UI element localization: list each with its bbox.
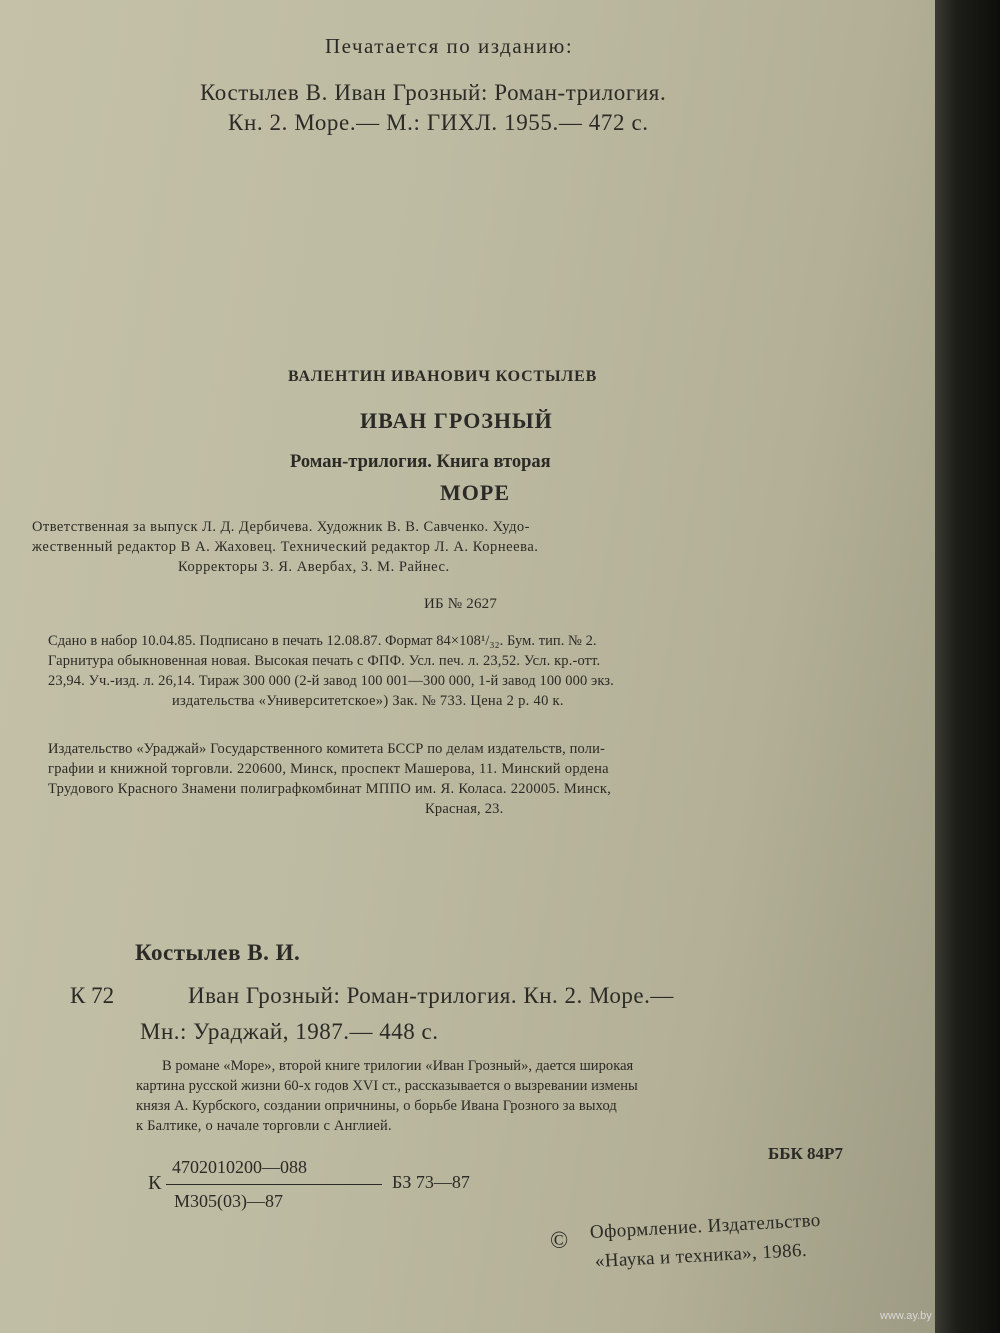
classification-bz: БЗ 73—87 xyxy=(392,1172,470,1192)
catalog-line-2: Мн.: Ураджай, 1987.— 448 с. xyxy=(140,1019,439,1044)
reprint-line-2: Кн. 2. Море.— М.: ГИХЛ. 1955.— 472 с. xyxy=(228,110,649,135)
copyright-line-2: «Наука и техника», 1986. xyxy=(594,1239,808,1272)
credits-line-3: Корректоры З. Я. Авербах, З. М. Райнес. xyxy=(178,559,450,575)
annotation-line-4: к Балтике, о начале торговли с Англией. xyxy=(136,1118,392,1134)
book-subtitle: Роман-трилогия. Книга вторая xyxy=(290,452,551,472)
classification-k: К xyxy=(148,1172,162,1194)
publisher-line-3: Трудового Красного Знамени полиграфкомбинат МППО им. Я. Коласа. 220005. Минск, xyxy=(48,781,612,797)
catalog-author: Костылев В. И. xyxy=(135,940,301,965)
annotation-line-1: В романе «Море», второй книге трилогии «Иван Грозный», дается широкая xyxy=(162,1058,634,1074)
publisher-line-2: графии и книжной торговли. 220600, Минск, проспект Машерова, 11. Минский ордена xyxy=(48,761,609,777)
copyright-symbol: © xyxy=(550,1228,569,1254)
imprint-line-1: Сдано в набор 10.04.85. Подписано в печать 12.08.87. Формат 84×108¹/₃₂. Бум. тип. № 2. xyxy=(48,633,597,649)
annotation-line-2: картина русской жизни 60-х годов XVI ст., рассказывается о вызревании измены xyxy=(136,1078,638,1094)
site-watermark: www.ay.by xyxy=(880,1310,932,1322)
annotation-line-3: князя А. Курбского, создании опричнины, о борьбе Ивана Грозного за выход xyxy=(136,1098,617,1114)
classification-denominator: М305(03)—87 xyxy=(174,1191,283,1211)
catalog-code: К 72 xyxy=(70,983,115,1008)
credits-line-1: Ответственная за выпуск Л. Д. Дербичева. Художник В. В. Савченко. Худо- xyxy=(32,519,530,535)
imprint-line-3: 23,94. Уч.-изд. л. 26,14. Тираж 300 000 (2-й завод 100 001—300 000, 1-й завод 100 000 экз. xyxy=(48,673,614,689)
imprint-line-4: издательства «Университетское») Зак. № 733. Цена 2 р. 40 к. xyxy=(172,693,564,709)
credits-line-2: жественный редактор В А. Жаховец. Технический редактор Л. А. Корнеева. xyxy=(32,539,539,555)
book-part-title: МОРЕ xyxy=(440,480,510,505)
copyright-line-1: Оформление. Издательство xyxy=(589,1209,822,1243)
imprint-line-2: Гарнитура обыкновенная новая. Высокая печать с ФПФ. Усл. печ. л. 23,52. Усл. кр.-отт. xyxy=(48,653,601,669)
ib-number: ИБ № 2627 xyxy=(424,596,498,612)
catalog-line-1: Иван Грозный: Роман-трилогия. Кн. 2. Море.— xyxy=(188,983,674,1008)
reprint-line-1: Костылев В. Иван Грозный: Роман-трилогия. xyxy=(200,80,667,105)
author-name: ВАЛЕНТИН ИВАНОВИЧ КОСТЫЛЕВ xyxy=(288,368,598,385)
publisher-line-1: Издательство «Ураджай» Государственного комитета БССР по делам издательств, поли- xyxy=(48,741,606,757)
classification-fraction-line xyxy=(166,1184,382,1185)
publisher-line-4: Красная, 23. xyxy=(425,801,504,817)
reprint-heading: Печатается по изданию: xyxy=(325,34,574,58)
book-spine-shadow xyxy=(935,0,1000,1333)
book-title: ИВАН ГРОЗНЫЙ xyxy=(360,408,553,433)
classification-numerator: 4702010200—088 xyxy=(172,1157,307,1177)
classification-bbk: ББК 84Р7 xyxy=(768,1144,843,1163)
